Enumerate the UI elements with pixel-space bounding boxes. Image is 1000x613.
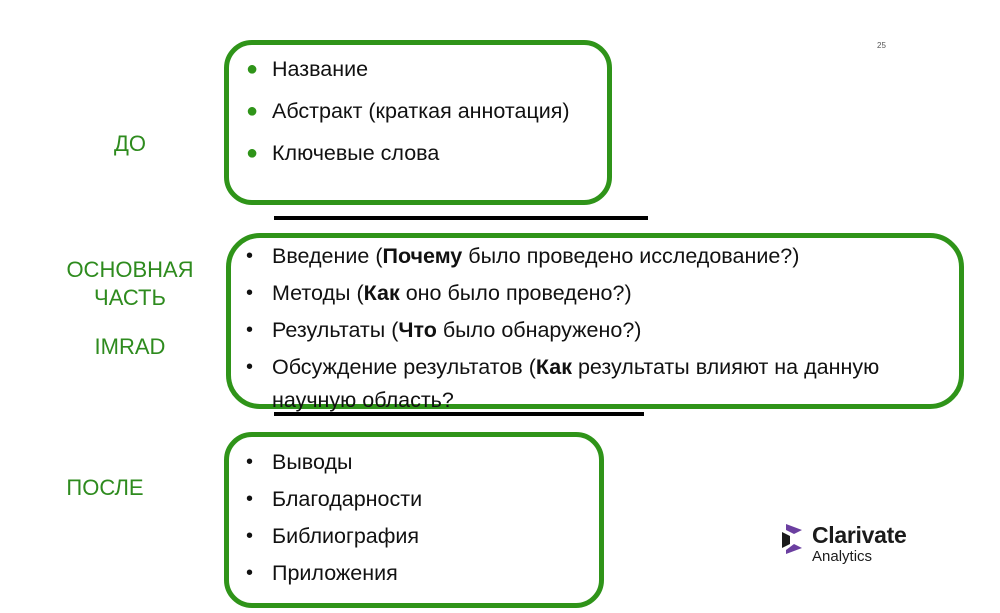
- list-item-text: Абстракт (краткая аннотация): [272, 99, 570, 123]
- list-item-text: Благодарности: [272, 487, 423, 511]
- list-item-post: было проведено исследование?): [462, 244, 800, 268]
- section-label-imrad: IMRAD: [94, 334, 166, 359]
- list-item-post: было обнаружено?): [436, 318, 642, 342]
- logo-name: Clarivate: [812, 522, 907, 548]
- section-label-main: [50, 256, 210, 312]
- section-label-after: ПОСЛЕ: [66, 475, 144, 500]
- clarivate-logo: [782, 522, 912, 570]
- list-item: [246, 240, 946, 273]
- bullet-icon: •: [246, 356, 254, 378]
- section-label-main-line1: ОСНОВНАЯ: [66, 257, 194, 282]
- list-item: [246, 351, 946, 417]
- bullet-icon: ●: [246, 58, 259, 80]
- bullet-icon: •: [246, 245, 254, 267]
- list-item-text: Приложения: [272, 561, 398, 585]
- list-item: [246, 95, 586, 128]
- slide-number: 25: [877, 41, 886, 50]
- list-item-emphasis: Почему: [382, 244, 463, 268]
- list-item: [246, 277, 946, 310]
- bullet-icon: •: [246, 562, 254, 584]
- list-item-text: Выводы: [272, 450, 353, 474]
- separator-rule: [274, 216, 648, 220]
- clarivate-mark-icon: [782, 524, 806, 554]
- list-item: [246, 53, 586, 86]
- bullet-icon: •: [246, 451, 254, 473]
- bullet-icon: •: [246, 488, 254, 510]
- bullet-icon: ●: [246, 142, 259, 164]
- list-item: [246, 446, 586, 479]
- bullet-icon: •: [246, 319, 254, 341]
- section-label-before: ДО: [113, 131, 146, 156]
- list-item-post: оно было проведено?): [399, 281, 632, 305]
- bullet-icon: •: [246, 282, 254, 304]
- main-list: [246, 240, 946, 421]
- list-item-pre: Обсуждение результатов (: [272, 355, 536, 379]
- list-item: [246, 314, 946, 347]
- list-item: [246, 557, 586, 590]
- list-item-pre: Результаты (: [272, 318, 399, 342]
- list-item: [246, 137, 586, 170]
- list-item-text: Название: [272, 57, 369, 81]
- list-item-pre: Методы (: [272, 281, 364, 305]
- bullet-icon: ●: [246, 100, 259, 122]
- list-item-pre: Введение (: [272, 244, 383, 268]
- list-item: [246, 520, 586, 553]
- list-item: [246, 483, 586, 516]
- list-item-text: Ключевые слова: [272, 141, 440, 165]
- list-item-text: Библиография: [272, 524, 420, 548]
- logo-subtitle: Analytics: [812, 548, 873, 565]
- list-item-post: результаты влияют на данную научную область?: [272, 355, 880, 412]
- before-list: [246, 53, 586, 179]
- bullet-icon: •: [246, 525, 254, 547]
- section-label-main-line2: ЧАСТЬ: [94, 285, 166, 310]
- list-item-emphasis: Что: [398, 318, 437, 342]
- after-list: [246, 446, 586, 594]
- list-item-emphasis: Как: [535, 355, 572, 379]
- list-item-emphasis: Как: [363, 281, 400, 305]
